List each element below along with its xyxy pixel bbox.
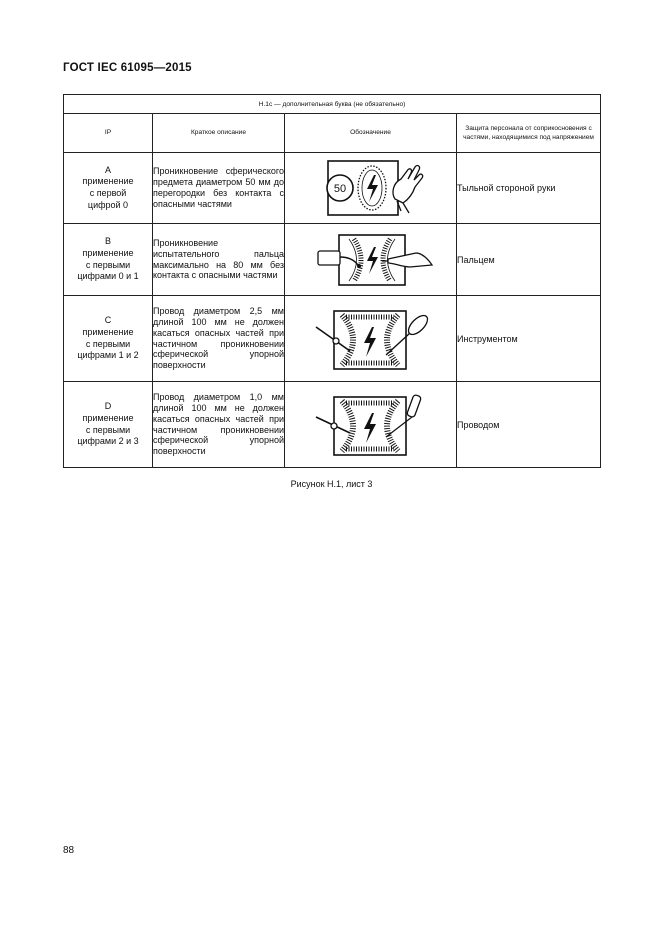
symbol-cell [285, 382, 457, 468]
tool-probe-symbol-icon [306, 303, 436, 375]
protection-cell: Пальцем [457, 224, 601, 296]
column-header-ip: IP [64, 114, 153, 153]
description-cell: Провод диаметром 1,0 мм длиной 100 мм не должен касаться опасных частей при частичном проникновении сферической упорной поверхности [153, 382, 285, 468]
test-finger-symbol-icon [306, 229, 436, 291]
page-number: 88 [63, 845, 75, 856]
protection-cell: Тыльной стороной руки [457, 153, 601, 224]
description-cell: Проникновение испытательного пальца максимально на 80 мм без контакта с опасными частями [153, 224, 285, 296]
ip-code-cell [64, 224, 153, 296]
column-header-symbol: Обозначение [285, 114, 457, 153]
ip-code-cell [64, 382, 153, 468]
sphere-label: 50 [333, 183, 346, 195]
table-caption: H.1c — дополнительная буква (не обязательно) [64, 95, 601, 114]
ip-code-text: C применение с первыми цифрами 1 и 2 [77, 315, 139, 361]
sphere-50mm-hand-symbol-icon [311, 157, 431, 219]
symbol-cell [285, 296, 457, 382]
ip-code-text: D применение с первыми цифрами 2 и 3 [77, 401, 139, 447]
table-row [64, 296, 601, 382]
table-row [64, 153, 601, 224]
description-cell: Проникновение сферического предмета диаметром 50 мм до перегородки без контакта с опасными частями [153, 153, 285, 224]
table-row [64, 224, 601, 296]
column-header-description: Краткое описание [153, 114, 285, 153]
ip-code-cell [64, 296, 153, 382]
description-cell: Провод диаметром 2,5 мм длиной 100 мм не должен касаться опасных частей при частичном проникновении сферической упорной поверхности [153, 296, 285, 382]
protection-cell: Инструментом [457, 296, 601, 382]
document-header: ГОСТ IEC 61095—2015 [63, 62, 192, 74]
table-row [64, 382, 601, 468]
ip-code-text: B применение с первыми цифрами 0 и 1 [77, 236, 139, 282]
ip-code-cell [64, 153, 153, 224]
protection-cell: Проводом [457, 382, 601, 468]
figure-caption: Рисунок Н.1, лист 3 [290, 479, 373, 489]
wire-probe-symbol-icon [306, 389, 436, 461]
symbol-cell [285, 224, 457, 296]
ip-code-table [63, 94, 601, 468]
ip-code-text: A применение с первой цифрой 0 [82, 164, 134, 210]
symbol-cell [285, 153, 457, 224]
column-header-protection: Защита персонала от соприкосновения с частями, находящимися под напряжением [457, 114, 601, 153]
